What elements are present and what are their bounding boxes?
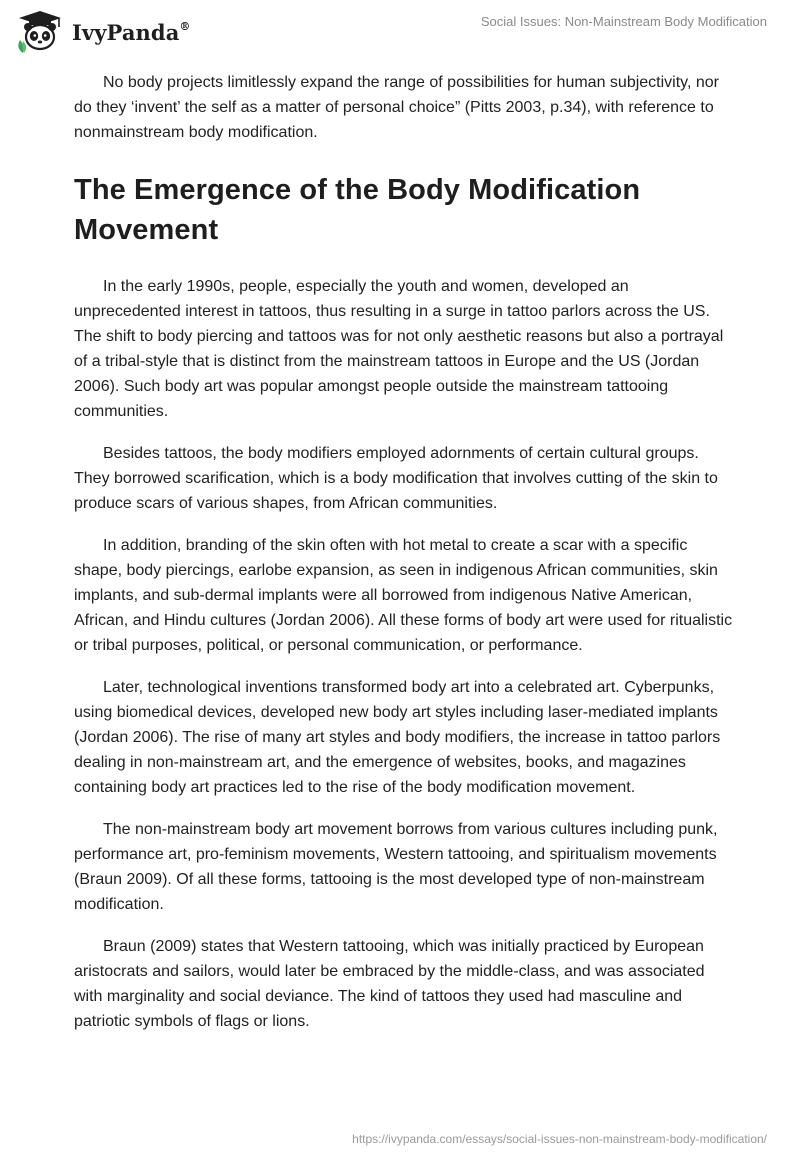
paragraph-1: In the early 1990s, people, especially the youth and women, developed an unprecedented interest in tattoos, thus resulting in a surge in tattoo parlors across the US. The shift to body piercing and tattoos was for not only aesthetic reasons but also a portrayal of a tribal-style that is distinct from the mainstream tattoos in Europe and the US (Jordan 2006). Such body art was popular amongst people outside the mainstream tattooing communities. [74,278,724,420]
page-header [0,0,800,62]
section-heading: The Emergence of the Body Modification Movement [74,174,641,246]
brand-name: IvyPanda® [72,19,191,45]
panda-graduate-icon [14,10,66,54]
registered-mark: ® [179,19,191,33]
intro-paragraph: No body projects limitlessly expand the range of possibilities for human subjectivity, nor do they ‘invent’ the self as a matter of personal choice” (Pitts 2003, p.34), with reference to nonmainstream body modification. [74,74,719,141]
paragraph-2: Besides tattoos, the body modifiers employed adornments of certain cultural groups. They borrowed scarification, which is a body modification that involves cutting of the skin to produce scars of various shapes, from African communities. [74,445,718,512]
source-url[interactable]: https://ivypanda.com/essays/social-issues-non-mainstream-body-modification/ [352,1132,767,1146]
paragraph-6: Braun (2009) states that Western tattooing, which was initially practiced by European aristocrats and sailors, would later be embraced by the middle-class, and was associated with marginality and social deviance. The kind of tattoos they used had masculine and patriotic symbols of flags or lions. [74,938,705,1030]
paragraph-3: In addition, branding of the skin often with hot metal to create a scar with a specific shape, body piercings, earlobe expansion, as seen in indigenous African communities, skin implants, and sub-dermal implants were all borrowed from indigenous Native American, African, and Hindu cultures (Jordan 2006). All these forms of body art were used for ritualistic or tribal purposes, political, or personal communication, or performance. [74,537,733,654]
logo[interactable] [14,10,191,54]
paragraph-4: Later, technological inventions transformed body art into a celebrated art. Cyberpunks, using biomedical devices, developed new body art styles including laser-mediated implants (Jordan 2006). The rise of many art styles and body modifiers, the increase in tattoo parlors dealing in non-mainstream art, and the emergence of websites, books, and magazines containing body art practices led to the rise of the body modification movement. [74,679,721,796]
paragraph-5: The non-mainstream body art movement borrows from various cultures including punk, performance art, pro-feminism movements, Western tattooing, and spiritualism movements (Braun 2009). Of all these forms, tattooing is the most developed type of non-mainstream modification. [74,821,718,913]
document-title: Social Issues: Non-Mainstream Body Modification [480,14,767,29]
article-body [74,70,734,1051]
